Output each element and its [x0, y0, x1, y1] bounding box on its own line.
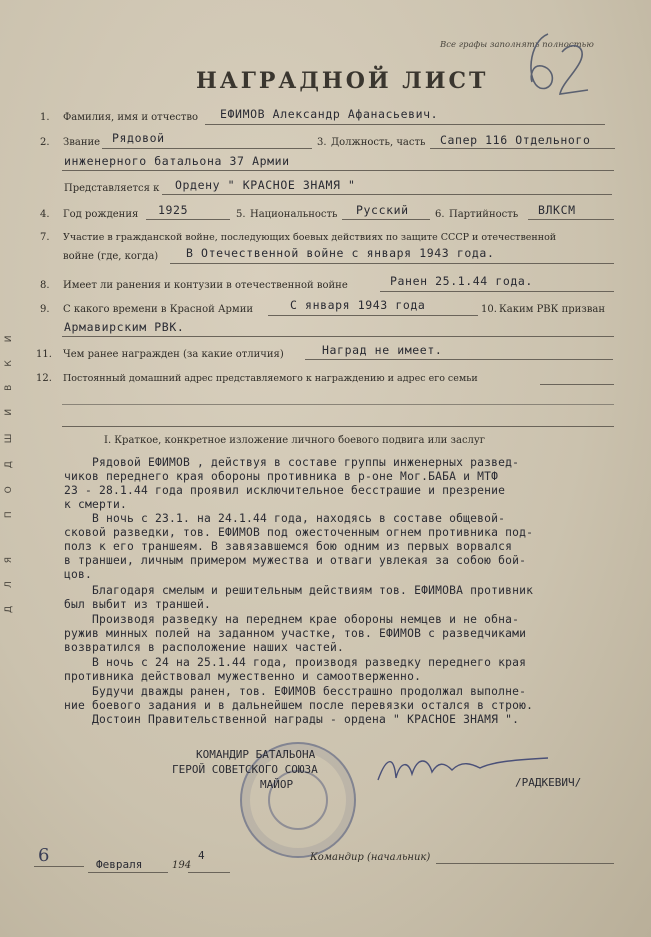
- presented-line: [162, 194, 612, 195]
- field-3-label: Должность, часть: [331, 137, 426, 148]
- field-10-line: [62, 336, 614, 337]
- body-line: Будучи дважды ранен, тов. ЕФИМОВ бесстрашно продолжал выполне-: [64, 685, 527, 698]
- section-heading: I. Краткое, конкретное изложение личного боевого подвига или заслуг: [104, 435, 486, 446]
- field-7-line: [170, 263, 614, 264]
- document-title: НАГРАДНОЙ ЛИСТ: [196, 68, 489, 94]
- field-7-value: В Отечественной войне с января 1943 года.: [186, 246, 495, 260]
- field-5-number: 5.: [236, 209, 246, 220]
- date-day: 6: [38, 845, 50, 866]
- body-line: сковой разведки, тов. ЕФИМОВ под ожесточенным огнем противника под-: [64, 526, 534, 539]
- body-line: Рядовой ЕФИМОВ , действуя в составе группы инженерных развед-: [64, 456, 520, 469]
- date-day-line: [34, 866, 84, 867]
- field-6-label: Партийность: [449, 209, 519, 220]
- body-line: противника действовал мужественно и самоотверженно.: [64, 670, 422, 683]
- field-8-number: 8.: [40, 280, 50, 291]
- date-year-suffix: 4: [198, 849, 205, 862]
- field-11-label: Чем ранее награжден (за какие отличия): [63, 349, 284, 360]
- body-line: в траншеи, личным примером мужества и отваги увлекая за собою бой-: [64, 554, 527, 567]
- field-2-label: Звание: [63, 137, 101, 148]
- field-3-line-2: [62, 170, 614, 171]
- field-7-number: 7.: [40, 232, 50, 243]
- date-month: Февраля: [96, 858, 143, 871]
- commander-signature-line: [436, 863, 614, 864]
- field-12-line-3: [62, 426, 614, 427]
- field-8-label: Имеет ли ранения и контузии в отечественной войне: [63, 280, 348, 291]
- field-12-line-2: [62, 404, 614, 405]
- field-9-number: 9.: [40, 304, 50, 315]
- field-9-label: С какого времени в Красной Армии: [63, 304, 254, 315]
- body-line: ружив минных полей на заданном участке, тов. ЕФИМОВ с разведчиками: [64, 627, 527, 640]
- field-2-line: [102, 148, 312, 149]
- body-line: ние боевого задания и в дальнейшем после перевязки остался в строю.: [64, 699, 534, 712]
- field-6-line: [528, 219, 614, 220]
- field-6-value: ВЛКСМ: [538, 203, 576, 217]
- field-6-number: 6.: [435, 209, 445, 220]
- field-7-label: Участие в гражданской войне, последующих боевых действиях по защите СССР и отечественной: [63, 232, 557, 243]
- presented-value: Ордену " КРАСНОЕ ЗНАМЯ ": [175, 178, 356, 192]
- commander-label: Командир (начальник): [310, 852, 431, 863]
- field-3-number: 3.: [317, 137, 327, 148]
- field-4-label: Год рождения: [63, 209, 139, 220]
- field-12-number: 12.: [36, 373, 52, 384]
- date-year-line: [188, 872, 230, 873]
- field-4-number: 4.: [40, 209, 50, 220]
- field-2-value: Рядовой: [112, 131, 165, 145]
- body-line: В ночь с 23.1. на 24.1.44 года, находясь в составе общевой-: [64, 512, 506, 525]
- signature-title-2: ГЕРОЙ СОВЕТСКОГО СОЮЗА: [172, 763, 318, 776]
- body-line: цов.: [64, 568, 93, 581]
- body-line: 23 - 28.1.44 года проявил исключительное бесстрашие и презрение: [64, 484, 506, 497]
- field-5-value: Русский: [356, 203, 409, 217]
- field-1-line: [205, 124, 605, 125]
- field-5-label: Национальность: [250, 209, 338, 220]
- field-9-line: [268, 315, 478, 316]
- body-line: был выбит из траншей.: [64, 598, 212, 611]
- field-8-value: Ранен 25.1.44 года.: [390, 274, 533, 288]
- field-11-line: [305, 359, 613, 360]
- field-4-value: 1925: [158, 203, 189, 217]
- field-9-value: С января 1943 года: [290, 298, 426, 312]
- body-line: возвратился в расположение наших частей.: [64, 641, 345, 654]
- field-10-value: Армавирским РВК.: [64, 320, 185, 334]
- body-line: к смерти.: [64, 498, 128, 511]
- field-4-line: [146, 219, 230, 220]
- field-2-number: 2.: [40, 137, 50, 148]
- body-line: полз к его траншеям. В завязавшемся бою одним из первых ворвался: [64, 540, 513, 553]
- body-line: Благодаря смелым и решительным действиям тов. ЕФИМОВА противник: [64, 584, 534, 597]
- field-8-line: [380, 291, 614, 292]
- field-7-label-continued: войне (где, когда): [63, 251, 159, 262]
- field-11-value: Наград не имеет.: [322, 343, 443, 357]
- date-month-line: [88, 872, 168, 873]
- signature-title-3: МАЙОР: [260, 778, 294, 791]
- body-line: чиков переднего края обороны противника в р-оне Мог.БАБА и МТФ: [64, 470, 499, 483]
- field-10-label: Каким РВК призван: [499, 304, 606, 315]
- field-1-label: Фамилия, имя и отчество: [63, 112, 199, 123]
- field-3-value-continued: инженерного батальона 37 Армии: [64, 154, 290, 168]
- body-line: Производя разведку на переднем крае обороны немцев и не обна-: [64, 613, 520, 626]
- field-12-label: Постоянный домашний адрес представляемого к награждению и адрес его семьи: [63, 373, 478, 384]
- signatory-name: /РАДКЕВИЧ/: [515, 776, 582, 789]
- date-year-prefix: 194: [172, 860, 192, 871]
- field-3-value: Сапер 116 Отдельного: [440, 133, 591, 147]
- field-1-number: 1.: [40, 112, 50, 123]
- field-5-line: [342, 219, 430, 220]
- field-12-line: [540, 384, 614, 385]
- handwritten-number-62: [518, 22, 598, 102]
- side-binding-text: ДЛЯ ПОДШИВКИ: [4, 317, 14, 613]
- presented-label: Представляется к: [64, 183, 160, 194]
- body-line: Достоин Правительственной награды - ордена " КРАСНОЕ ЗНАМЯ ".: [64, 713, 520, 726]
- field-3-line: [430, 148, 615, 149]
- fill-all-fields-note: Все графы заполнять полностью: [440, 40, 594, 50]
- signature-title-1: КОМАНДИР БАТАЛЬОНА: [196, 748, 316, 761]
- body-line: В ночь с 24 на 25.1.44 года, производя разведку переднего края: [64, 656, 527, 669]
- field-10-number: 10.: [481, 304, 497, 315]
- field-1-value: ЕФИМОВ Александр Афанасьевич.: [220, 107, 439, 121]
- field-11-number: 11.: [36, 349, 52, 360]
